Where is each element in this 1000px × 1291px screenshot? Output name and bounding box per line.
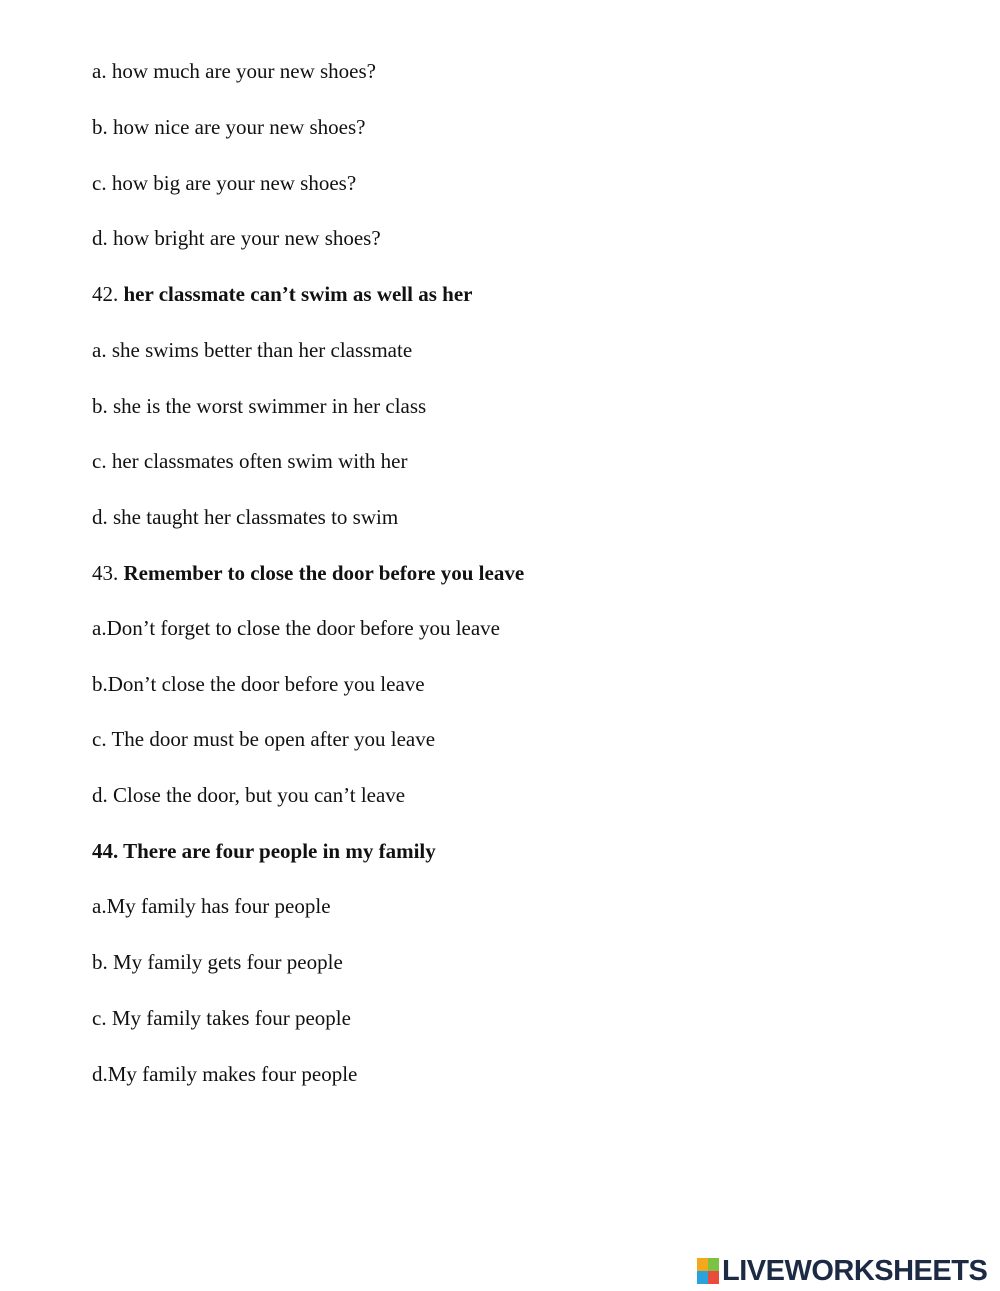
- q43-prompt: Remember to close the door before you leave: [123, 561, 525, 585]
- q44-option-a[interactable]: a.My family has four people: [92, 894, 331, 918]
- logo-tile-l: [697, 1258, 708, 1271]
- logo-tile-e: [708, 1271, 719, 1284]
- q42-option-b[interactable]: b. she is the worst swimmer in her class: [92, 394, 427, 418]
- logo-tile-v: [697, 1271, 708, 1284]
- q43-option-c[interactable]: c. The door must be open after you leave: [92, 727, 436, 751]
- liveworksheets-logo: [697, 1256, 987, 1286]
- q44-option-c[interactable]: c. My family takes four people: [92, 1006, 351, 1030]
- q41-option-b[interactable]: b. how nice are your new shoes?: [92, 115, 366, 139]
- q43-option-d[interactable]: d. Close the door, but you can’t leave: [92, 783, 406, 807]
- q44-question: 44. There are four people in my family: [92, 839, 436, 863]
- q43-option-b[interactable]: b.Don’t close the door before you leave: [92, 672, 425, 696]
- q42-option-c[interactable]: c. her classmates often swim with her: [92, 449, 408, 473]
- q43-number: 43.: [92, 561, 124, 585]
- q44-option-d[interactable]: d.My family makes four people: [92, 1062, 358, 1086]
- logo-tile-i: [708, 1258, 719, 1271]
- q43-question: [92, 560, 524, 586]
- liveworksheets-logo-icon: [697, 1258, 719, 1284]
- q43-option-a[interactable]: a.Don’t forget to close the door before you leave: [92, 616, 501, 640]
- q44-option-b[interactable]: b. My family gets four people: [92, 950, 343, 974]
- q41-option-a[interactable]: a. how much are your new shoes?: [92, 59, 376, 83]
- q42-option-d[interactable]: d. she taught her classmates to swim: [92, 505, 399, 529]
- q41-option-c[interactable]: c. how big are your new shoes?: [92, 171, 357, 195]
- q42-number: 42.: [92, 282, 124, 306]
- q41-option-d[interactable]: d. how bright are your new shoes?: [92, 226, 381, 250]
- q42-question: [92, 281, 472, 307]
- liveworksheets-logo-text: LIVEWORKSHEETS: [722, 1255, 988, 1287]
- q42-prompt: her classmate can’t swim as well as her: [123, 282, 473, 306]
- q42-option-a[interactable]: a. she swims better than her classmate: [92, 338, 413, 362]
